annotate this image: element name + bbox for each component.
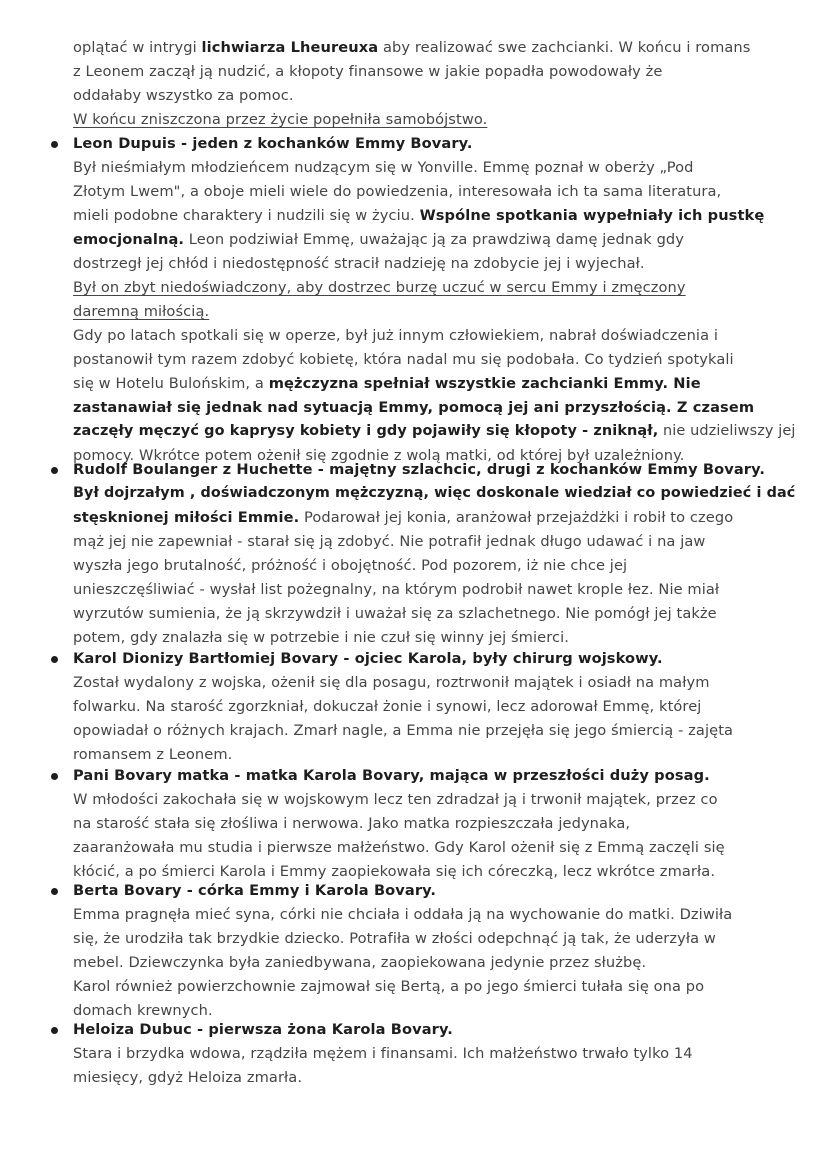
section-heading: Heloiza Dubuc - pierwsza żona Karola Bovary. bbox=[73, 1018, 453, 1041]
text-line: domach krewnych. bbox=[73, 1002, 213, 1019]
text-line: mieli podobne charaktery i nudzili się w życiu. Wspólne spotkania wypełniały ich pustkę bbox=[73, 207, 765, 224]
text-line: się w Hotelu Bulońskim, a mężczyzna spełniał wszystkie zachcianki Emmy. Nie bbox=[73, 375, 701, 392]
text-line: zaczęły męczyć go kaprysy kobiety i gdy pojawiły się kłopoty - zniknął, nie udzieliwszy jej bbox=[73, 423, 796, 439]
text-line: potem, gdy znalazła się w potrzebie i nie czuł się winny jej śmierci. bbox=[73, 629, 570, 646]
text-line: opowiadał o różnych krajach. Zmarł nagle, a Emma nie przejęła się jego śmiercią - zajęta bbox=[73, 722, 734, 739]
text-line: Gdy po latach spotkali się w operze, był już innym człowiekiem, nabrał doświadczenia i bbox=[73, 327, 719, 344]
section-heading: Leon Dupuis - jeden z kochanków Emmy Bovary. bbox=[73, 132, 473, 155]
text-line: oplątać w intrygi lichwiarza Lheureuxa aby realizować swe zachcianki. W końcu i romans bbox=[73, 39, 751, 56]
text-line: się, że urodziła tak brzydkie dziecko. Potrafiła w złości odepchnąć ją tak, że uderzyła w bbox=[73, 930, 716, 947]
text-line: Stara i brzydka wdowa, rządziła mężem i finansami. Ich małżeństwo trwało tylko 14 bbox=[73, 1045, 693, 1062]
section-heading: Berta Bovary - córka Emmy i Karola Bovary. bbox=[73, 879, 436, 902]
section-heading: Rudolf Boulanger z Huchette - majętny szlachcic, drugi z kochanków Emmy Bovary. bbox=[73, 458, 765, 481]
underlined-line: Był on zbyt niedoświadczony, aby dostrzec burzę uczuć w sercu Emmy i zmęczony bbox=[73, 279, 686, 296]
bullet-icon bbox=[51, 1027, 58, 1034]
text-line: wyrzutów sumienia, że ją skrzywdził i uważał się za szlachetnego. Nie pomógł jej także bbox=[73, 605, 717, 622]
text-line: Karol również powierzchownie zajmował się Bertą, a po jego śmierci tułała się ona po bbox=[73, 978, 705, 995]
text-line: wyszła jego brutalność, próżność i obojętność. Pod pozorem, iż nie chce jej bbox=[73, 557, 628, 574]
text-line: mebel. Dziewczynka była zaniedbywana, zaopiekowana jedynie przez służbę. bbox=[73, 954, 647, 971]
text-line: mąż jej nie zapewniał - starał się ją zdobyć. Nie potrafił jednak długo udawać i na jaw bbox=[73, 533, 706, 550]
text-line: emocjonalną. Leon podziwiał Emmę, uważając ją za prawdziwą damę jednak gdy bbox=[73, 231, 685, 248]
text-line: Był nieśmiałym młodzieńcem nudzącym się w Yonville. Emmę poznał w oberży „Pod bbox=[73, 159, 694, 176]
text-line: unieszczęśliwiać - wysłał list pożegnalny, na którym podrobił nawet krople łez. Nie miał bbox=[73, 581, 720, 598]
section-heading: Pani Bovary matka - matka Karola Bovary, mająca w przeszłości duży posag. bbox=[73, 764, 710, 787]
text-line: kłócić, a po śmierci Karola i Emmy zaopiekowała się ich córeczką, lecz wkrótce zmarła. bbox=[73, 863, 716, 880]
text-line: Złotym Lwem", a oboje mieli wiele do powiedzenia, interesowała ich ta sama literatura, bbox=[73, 183, 722, 200]
bullet-icon bbox=[51, 888, 58, 895]
bullet-icon bbox=[51, 467, 58, 474]
text-line: postanowił tym razem zdobyć kobietę, która nadal mu się podobała. Co tydzień spotykali bbox=[73, 351, 734, 368]
text-line: stęsknionej miłości Emmie. Podarował jej konia, aranżował przejażdżki i robił to czego bbox=[73, 509, 734, 526]
text-line: pomocy. Wkrótce potem ożenił się zgodnie z wolą matki, od której był uzależniony. bbox=[73, 447, 685, 464]
text-line: dostrzegł jej chłód i niedostępność stracił nadzieję na zdobycie jej i wyjechał. bbox=[73, 255, 645, 272]
text-line: z Leonem zaczął ją nudzić, a kłopoty finansowe w jakie popadła powodowały że bbox=[73, 63, 663, 80]
text-line: zaaranżowała mu studia i pierwsze małżeństwo. Gdy Karol ożenił się z Emmą zaczęli się bbox=[73, 839, 725, 856]
text-line: Był dojrzałym , doświadczonym mężczyzną, więc doskonale wiedział co powiedzieć i dać bbox=[73, 485, 796, 501]
bullet-icon bbox=[51, 773, 58, 780]
text-line: folwarku. Na starość zgorzkniał, dokuczał żonie i synowi, lecz adorował Emmę, której bbox=[73, 698, 702, 715]
text-line: romansem z Leonem. bbox=[73, 746, 233, 763]
bullet-icon bbox=[51, 141, 58, 148]
text-line: zastanawiał się jednak nad sytuacją Emmy, pomocą jej ani przyszłością. Z czasem bbox=[73, 399, 755, 416]
text-line: oddałaby wszystko za pomoc. bbox=[73, 87, 294, 104]
section-heading: Karol Dionizy Bartłomiej Bovary - ojciec Karola, były chirurg wojskowy. bbox=[73, 647, 663, 670]
underlined-line: W końcu zniszczona przez życie popełniła samobójstwo. bbox=[73, 111, 488, 128]
text-line: W młodości zakochała się w wojskowym lecz ten zdradzał ją i trwonił majątek, przez co bbox=[73, 791, 718, 808]
underlined-line: daremną miłością. bbox=[73, 303, 210, 320]
bullet-icon bbox=[51, 656, 58, 663]
text-line: miesięcy, gdyż Heloiza zmarła. bbox=[73, 1069, 303, 1086]
text-line: Emma pragnęła mieć syna, córki nie chciała i oddała ją na wychowanie do matki. Dziwiła bbox=[73, 906, 733, 923]
text-line: na starość stała się złośliwa i nerwowa. Jako matka rozpieszczała jedynaka, bbox=[73, 815, 631, 832]
text-line: Został wydalony z wojska, ożenił się dla posagu, roztrwonił majątek i osiadł na małym bbox=[73, 674, 710, 691]
